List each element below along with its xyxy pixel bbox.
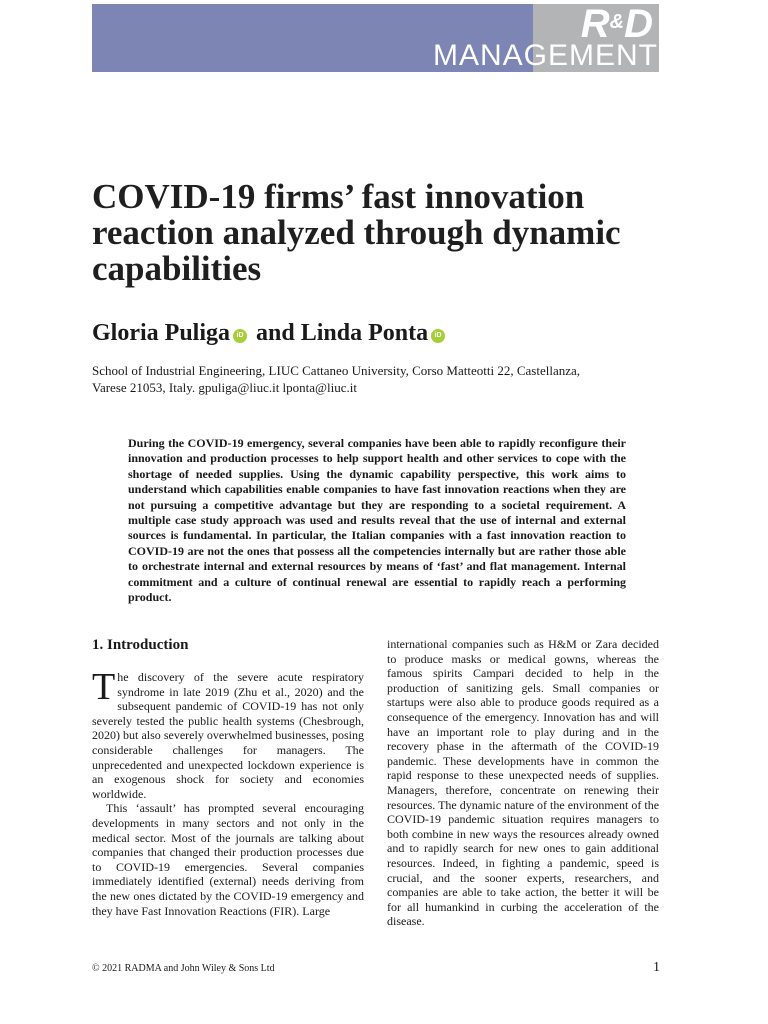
- journal-logo-rd: [581, 0, 652, 44]
- author-1-name: Gloria Puliga: [92, 320, 230, 346]
- logo-r: R: [580, 2, 609, 46]
- abstract: During the COVID-19 emergency, several companies have been able to rapidly reconfigure their innovation and production processes to help support health and other services to cope with the shortage of needed supplies. Using the dynamic capability perspective, this work aims to understand which capabilities enable companies to have fast innovation reactions when they are not pursuing a competitive advantage but they are responding to a societal requirement. A multiple case study approach was used and results reveal that the use of internal and external sources is fundamental. In particular, the Italian companies with a fast innovation reaction to COVID-19 are not the ones that possess all the competencies internally but are rather those able to orchestrate internal and external resources by means of ‘fast’ and flat management. Internal commitment and a culture of continual renewal are essential to rapidly reach a performing product.: [128, 436, 626, 605]
- body-paragraph: This ‘assault’ has prompted several encouraging developments in many sectors and not only in the medical sector. Most of the journals are talking about companies that changed their production processes due to COVID-19 emergencies. Several companies immediately identified (external) needs deriving from the new ones dictated by the COVID-19 emergency and they have Fast Innovation Reactions (FIR). Large: [92, 801, 364, 918]
- drop-cap: T: [92, 666, 116, 708]
- body-column-right: [387, 637, 659, 929]
- logo-d: D: [624, 2, 652, 46]
- author-line: [92, 318, 448, 348]
- article-title: COVID-19 firms’ fast innovation reaction analyzed through dynamic capabilities: [92, 177, 621, 288]
- orcid-icon[interactable]: iD: [431, 329, 445, 343]
- body-paragraph: international companies such as H&M or Zara decided to produce masks or medical gowns, whereas the famous spirits Campari decided to help in the production of sanitizing gels. Small companies or startups were also able to produce goods required as a consequence of the emergency. Innovation has and will have an important role to play during and in the recovery phase in the aftermath of the COVID-19 pandemic. These developments have in common the rapid response to these unexpected needs of supplies. Managers, therefore, concentrate on renewing their resources. The dynamic nature of the environment of the COVID-19 pandemic situation requires managers to both combine in new ways the resources already owned and to rapidly search for new ones to gain additional resources. Indeed, in fighting a pandemic, speed is crucial, and the sooner experts, researchers, and companies are able to take action, the better it will be for all humankind in curbing the acceleration of the disease.: [387, 637, 660, 929]
- logo-amp: &: [609, 11, 624, 33]
- orcid-icon[interactable]: iD: [233, 329, 247, 343]
- section-heading: 1. Introduction: [92, 637, 189, 653]
- copyright-footer: © 2021 RADMA and John Wiley & Sons Ltd: [92, 963, 275, 974]
- body-paragraph: [92, 666, 364, 801]
- journal-logo-management: MANAGEMENT: [432, 39, 658, 72]
- page-number: 1: [653, 960, 660, 975]
- author-2-name: and Linda Ponta: [256, 320, 429, 346]
- body-column-left: [92, 636, 364, 918]
- paragraph-text: he discovery of the severe acute respiratory syndrome in late 2019 (Zhu et al., 2020) and the subsequent pandemic of COVID-19 has not only severely tested the public health systems (Chesbrough, 2020) but also severely overwhelmed businesses, posing considerable challenges for managers. The unprecedented and unexpected lockdown experience is an exogenous shock for society and economies worldwide.: [92, 670, 364, 801]
- affiliation: School of Industrial Engineering, LIUC Cattaneo University, Corso Matteotti 22, Castellanza, Varese 21053, Italy. gpuliga@liuc.it lponta@liuc.it: [92, 363, 581, 395]
